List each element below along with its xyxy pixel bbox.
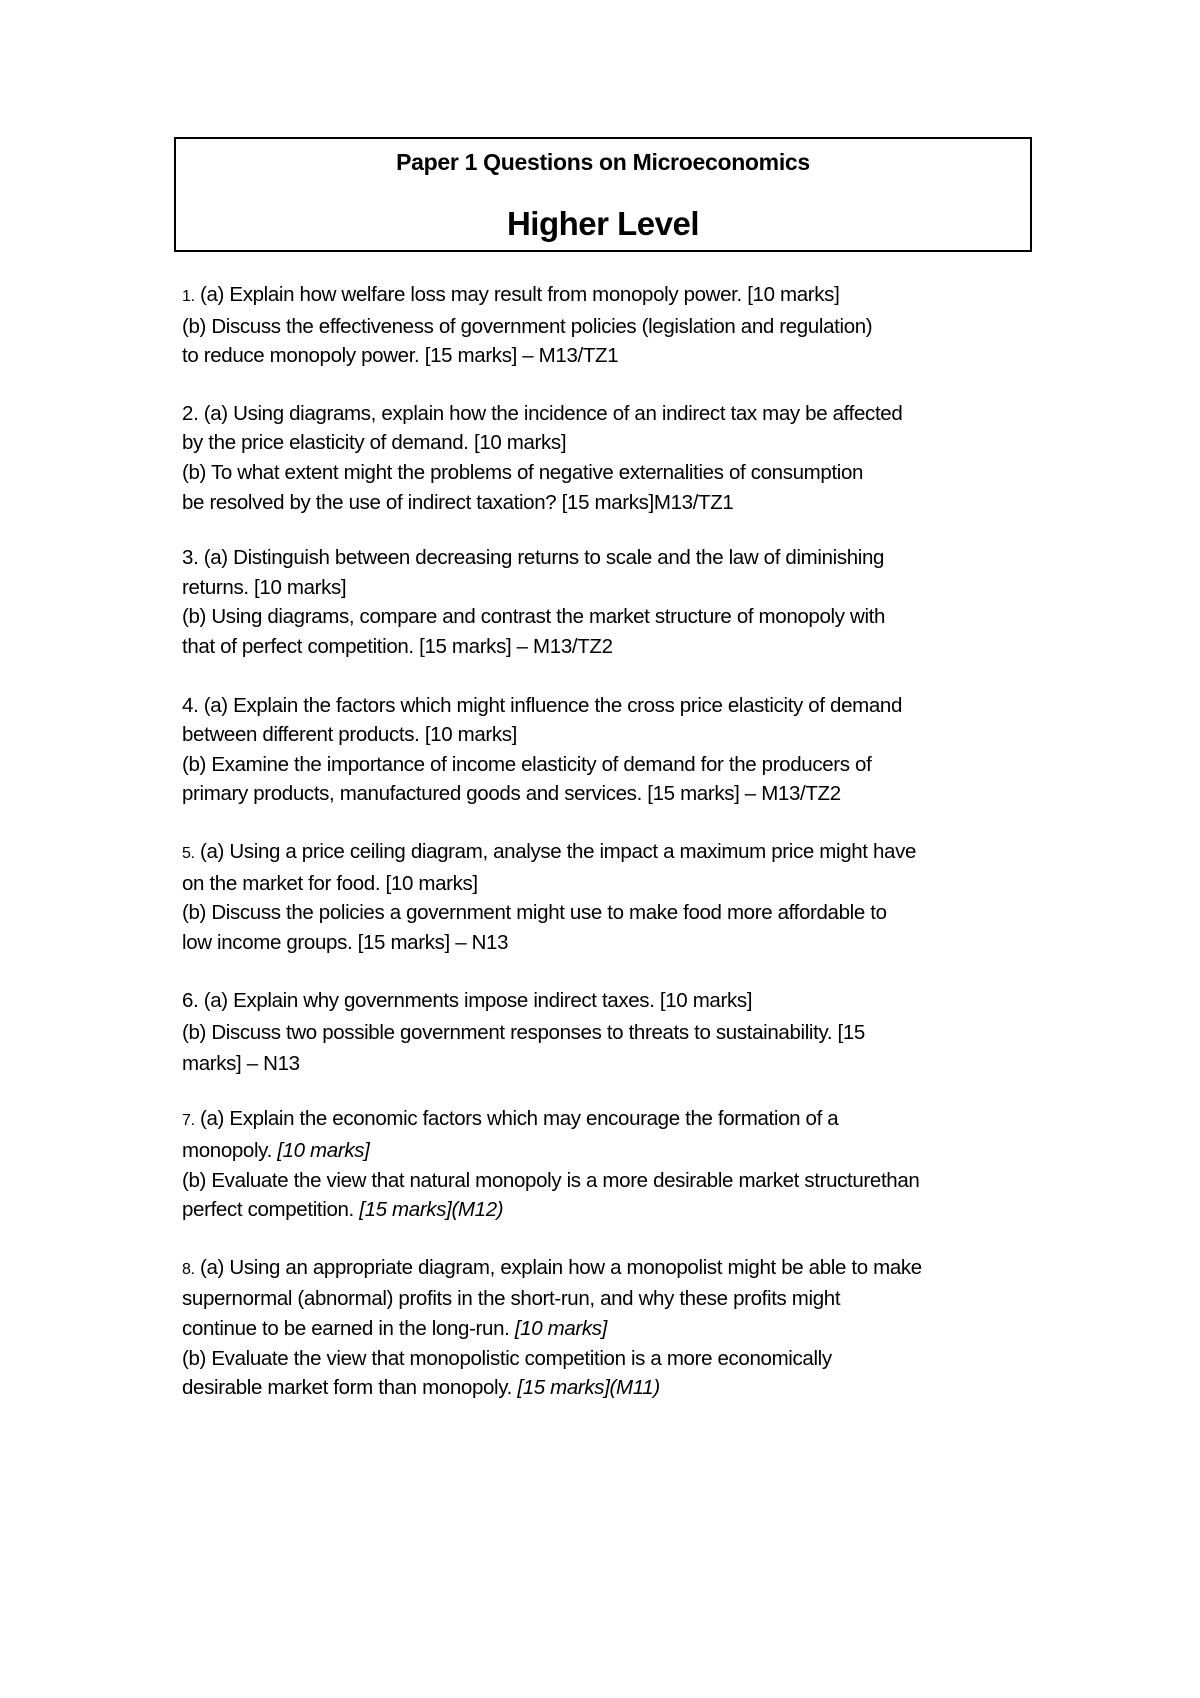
question-line: on the market for food. [10 marks] (182, 871, 478, 895)
question-number: 8 (182, 1260, 191, 1278)
question-line: 2. (a) Using diagrams, explain how the incidence of an indirect tax may be affected (182, 401, 903, 425)
question-line: (b) Discuss two possible government responses to threats to sustainability. [15 (182, 1020, 865, 1044)
question-number: 5 (182, 844, 191, 862)
question-line: 5. (a) Using a price ceiling diagram, analyse the impact a maximum price might have (182, 839, 917, 863)
question-number: 6 (182, 989, 194, 1013)
marks-label: [10 marks] (277, 1139, 370, 1163)
question-line: returns. [10 marks] (182, 575, 347, 599)
marks-label: [15 marks](M12) (359, 1198, 504, 1222)
question-line: be resolved by the use of indirect taxation? [15 marks]M13/TZ1 (182, 490, 734, 514)
question-line: continue to be earned in the long-run. [10 marks] (182, 1317, 608, 1341)
question-6 (182, 986, 1042, 1078)
question-number: 4 (182, 693, 194, 717)
question-line: between different products. [10 marks] (182, 723, 518, 747)
question-number: 7 (182, 1112, 191, 1130)
question-5 (182, 837, 1042, 957)
marks-label: [10 marks] (514, 1317, 608, 1341)
question-line: 7. (a) Explain the economic factors which may encourage the formation of a (182, 1107, 839, 1131)
question-line: perfect competition. [15 marks](M12) (182, 1198, 504, 1222)
question-line: 1. (a) Explain how welfare loss may result from monopoly power. [10 marks] (182, 283, 840, 306)
question-line: desirable market form than monopoly. [15 marks](M11) (182, 1376, 660, 1400)
question-line: (b) Evaluate the view that monopolistic competition is a more economically (182, 1346, 832, 1370)
question-line: (b) Discuss the effectiveness of government policies (legislation and regulation) (182, 314, 873, 338)
marks-label: [15 marks](M11) (517, 1376, 660, 1400)
page-title: Higher Level (506, 205, 700, 242)
question-line: low income groups. [15 marks] – N13 (182, 930, 509, 954)
question-4 (182, 691, 1042, 809)
question-number: 2 (182, 401, 194, 425)
question-line: that of perfect competition. [15 marks] – M13/TZ2 (182, 634, 613, 658)
question-line: (b) Evaluate the view that natural monopoly is a more desirable market structurethan (182, 1168, 920, 1192)
question-3 (182, 543, 1042, 661)
question-line: 4. (a) Explain the factors which might influence the cross price elasticity of demand (182, 693, 903, 717)
question-line: 6. (a) Explain why governments impose indirect taxes. [10 marks] (182, 989, 753, 1013)
question-line: 3. (a) Distinguish between decreasing returns to scale and the law of diminishing (182, 546, 885, 570)
question-2 (182, 399, 1042, 517)
question-line: primary products, manufactured goods and services. [15 marks] – M13/TZ2 (182, 782, 841, 806)
question-line: by the price elasticity of demand. [10 marks] (182, 431, 567, 455)
question-number: 1 (182, 288, 191, 305)
question-line: to reduce monopoly power. [15 marks] – M13/TZ1 (182, 344, 619, 368)
question-8 (182, 1253, 1042, 1403)
question-line: monopoly. [10 marks] (182, 1139, 370, 1163)
question-list (182, 280, 1042, 1403)
question-line: 8. (a) Using an appropriate diagram, explain how a monopolist might be able to make (182, 1255, 922, 1279)
question-line: supernormal (abnormal) profits in the short-run, and why these profits might (182, 1287, 841, 1311)
question-line: (b) Discuss the policies a government might use to make food more affordable to (182, 901, 887, 925)
question-line: (b) Examine the importance of income elasticity of demand for the producers of (182, 752, 872, 776)
header-box (174, 137, 1032, 252)
question-line: (b) Using diagrams, compare and contrast the market structure of monopoly with (182, 605, 886, 629)
question-line: (b) To what extent might the problems of negative externalities of consumption (182, 460, 864, 484)
question-line: marks] – N13 (182, 1051, 300, 1075)
question-7 (182, 1104, 1042, 1224)
question-1 (182, 280, 1042, 371)
question-number: 3 (182, 546, 194, 570)
paper-subtitle: Paper 1 Questions on Microeconomics (396, 149, 810, 175)
